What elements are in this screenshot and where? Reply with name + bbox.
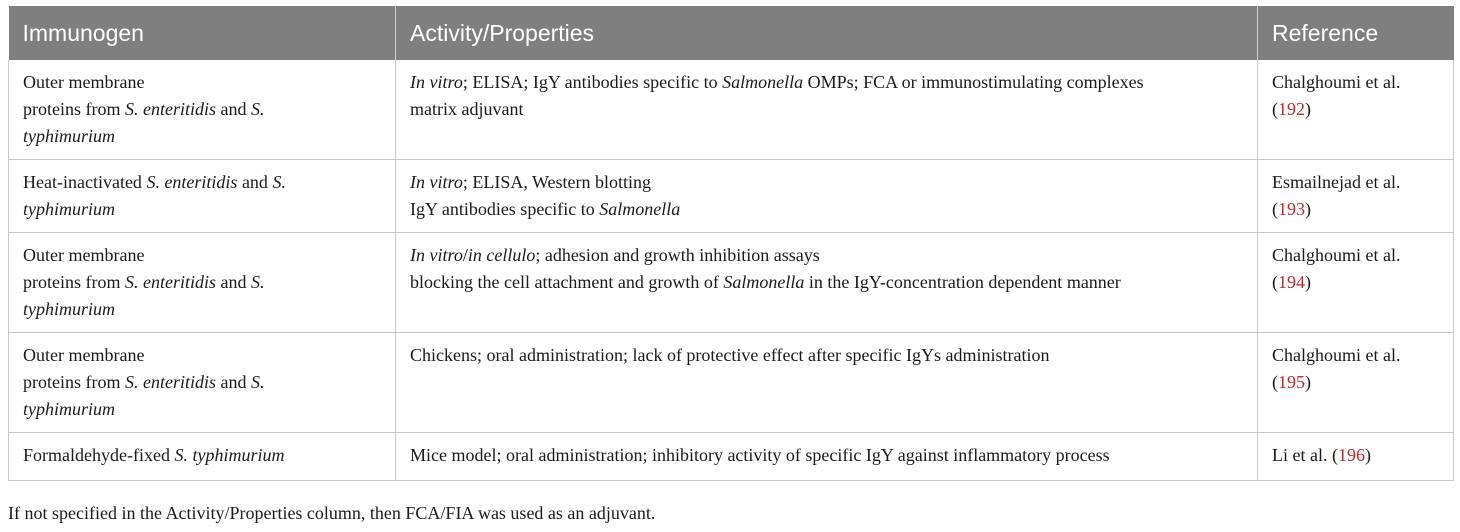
reference-link[interactable]: 194 [1278,272,1305,292]
reference-cell: Esmailnejad et al. (193) [1258,160,1454,233]
immunogen-cell: Outer membrane proteins from S. enteritidis and S. typhimurium [9,233,396,333]
activity-cell: Mice model; oral administration; inhibitory activity of specific IgY against inflammatory process [396,433,1258,481]
header-row [9,6,1454,60]
immunogen-cell: Outer membrane proteins from S. enteritidis and S. typhimurium [9,60,396,160]
activity-cell: In vitro; ELISA, Western blotting IgY antibodies specific to Salmonella [396,160,1258,233]
reference-cell: Chalghoumi et al. (195) [1258,333,1454,433]
immunogen-cell: Heat-inactivated S. enteritidis and S. typhimurium [9,160,396,233]
reference-cell: Chalghoumi et al. (194) [1258,233,1454,333]
activity-cell: In vitro; ELISA; IgY antibodies specific to Salmonella OMPs; FCA or immunostimulating complexes matrix adjuvant [396,60,1258,160]
table-row [9,160,1454,233]
activity-cell: In vitro/in cellulo; adhesion and growth inhibition assays blocking the cell attachment and growth of Salmonella in the IgY-concentration dependent manner [396,233,1258,333]
reference-link[interactable]: 195 [1278,372,1305,392]
immunogen-cell: Outer membrane proteins from S. enteritidis and S. typhimurium [9,333,396,433]
reference-cell: Li et al. (196) [1258,433,1454,481]
header-immunogen: Immunogen [9,6,396,60]
reference-link[interactable]: 196 [1337,445,1365,465]
table-row [9,333,1454,433]
immunogen-cell: Formaldehyde-fixed S. typhimurium [9,433,396,481]
immunogen-table [8,6,1454,481]
table-row [9,433,1454,481]
activity-cell: Chickens; oral administration; lack of protective effect after specific IgYs administration [396,333,1258,433]
table-row [9,60,1454,160]
table-footnote: If not specified in the Activity/Properties column, then FCA/FIA was used as an adjuvant. [8,503,656,523]
header-reference: Reference [1258,6,1454,60]
reference-link[interactable]: 192 [1278,99,1305,119]
table-row [9,233,1454,333]
reference-link[interactable]: 193 [1278,199,1305,219]
reference-cell: Chalghoumi et al. (192) [1258,60,1454,160]
header-activity: Activity/Properties [396,6,1258,60]
